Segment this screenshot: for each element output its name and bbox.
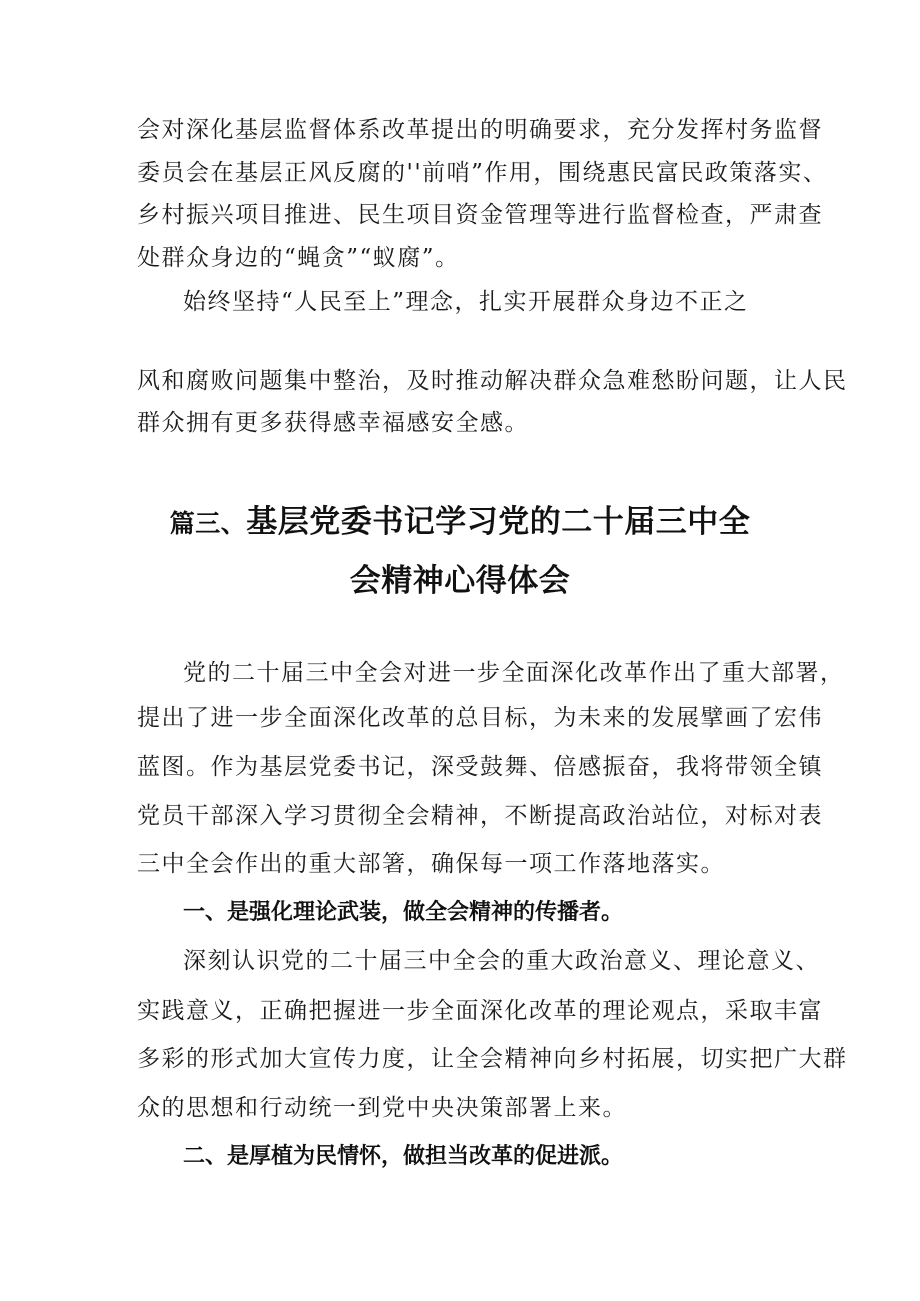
point1-line-4: 众的思想和行动统一到党中央决策部署上来。: [137, 1095, 627, 1121]
paragraph2-first-line: 始终坚持“人民至上”理念，扎实开展群众身边不正之: [183, 289, 749, 315]
paragraph2-line-1: 风和腐败问题集中整治，及时推动解决群众急难愁盼问题，让人民: [137, 368, 848, 394]
section-title-line-1: [0, 502, 920, 544]
body-paragraph1-line-5: 三中全会作出的重大部箸，确保每一项工作落地落实。: [137, 851, 725, 877]
intro-line-3: 乡村振兴项目推进、民生项目资金管理等进行监督检查，严肃查: [137, 202, 823, 228]
intro-line-1: 会对深化基层监督体系改革提出的明确要求，充分发挥村务监督: [137, 117, 823, 143]
point1-line-3: 多彩的形式加大宣传力度，让全会精神向乡村拓展，切实把广大群: [137, 1046, 848, 1072]
paragraph2-line-2: 群众拥有更多获得感幸福感安全感。: [137, 410, 529, 436]
point2-heading: 二、是厚植为民情怀，做担当改革的促进派。: [183, 1144, 624, 1169]
point1-line-2: 实践意义，正确把握进一步全面深化改革的理论观点，采取丰富: [137, 998, 823, 1024]
body-paragraph1-line-2: 提出了进一步全面深化改革的总目标，为未来的发展擘画了宏伟: [137, 705, 823, 731]
point1-heading: 一、是强化理论武装，做全会精神的传播者。: [183, 900, 624, 925]
intro-line-4: 处群众身边的“蝇贪”“蚁腐”。: [137, 245, 460, 271]
body-paragraph1-line-4: 党员干部深入学习贯彻全会精神，不断提高政治站位，对标对表: [137, 803, 823, 829]
intro-line-2: 委员会在基层正风反腐的''前哨”作用，围绕惠民富民政策落实、: [137, 160, 828, 186]
section-title-prefix: 篇三、: [169, 509, 247, 538]
point1-line-1: 深刻认识党的二十届三中全会的重大政治意义、理论意义、: [183, 948, 820, 974]
body-paragraph1-line-3: 蓝图。作为基层党委书记，深受鼓舞、倍感振奋，我将带领全镇: [137, 754, 823, 780]
section-title-line-2: 会精神心得体会: [349, 563, 571, 599]
body-paragraph1-line-1: 党的二十届三中全会对进一步全面深化改革作出了重大部署，: [183, 660, 845, 686]
section-title-main: 基层党委书记学习党的二十届三中全: [246, 504, 751, 540]
